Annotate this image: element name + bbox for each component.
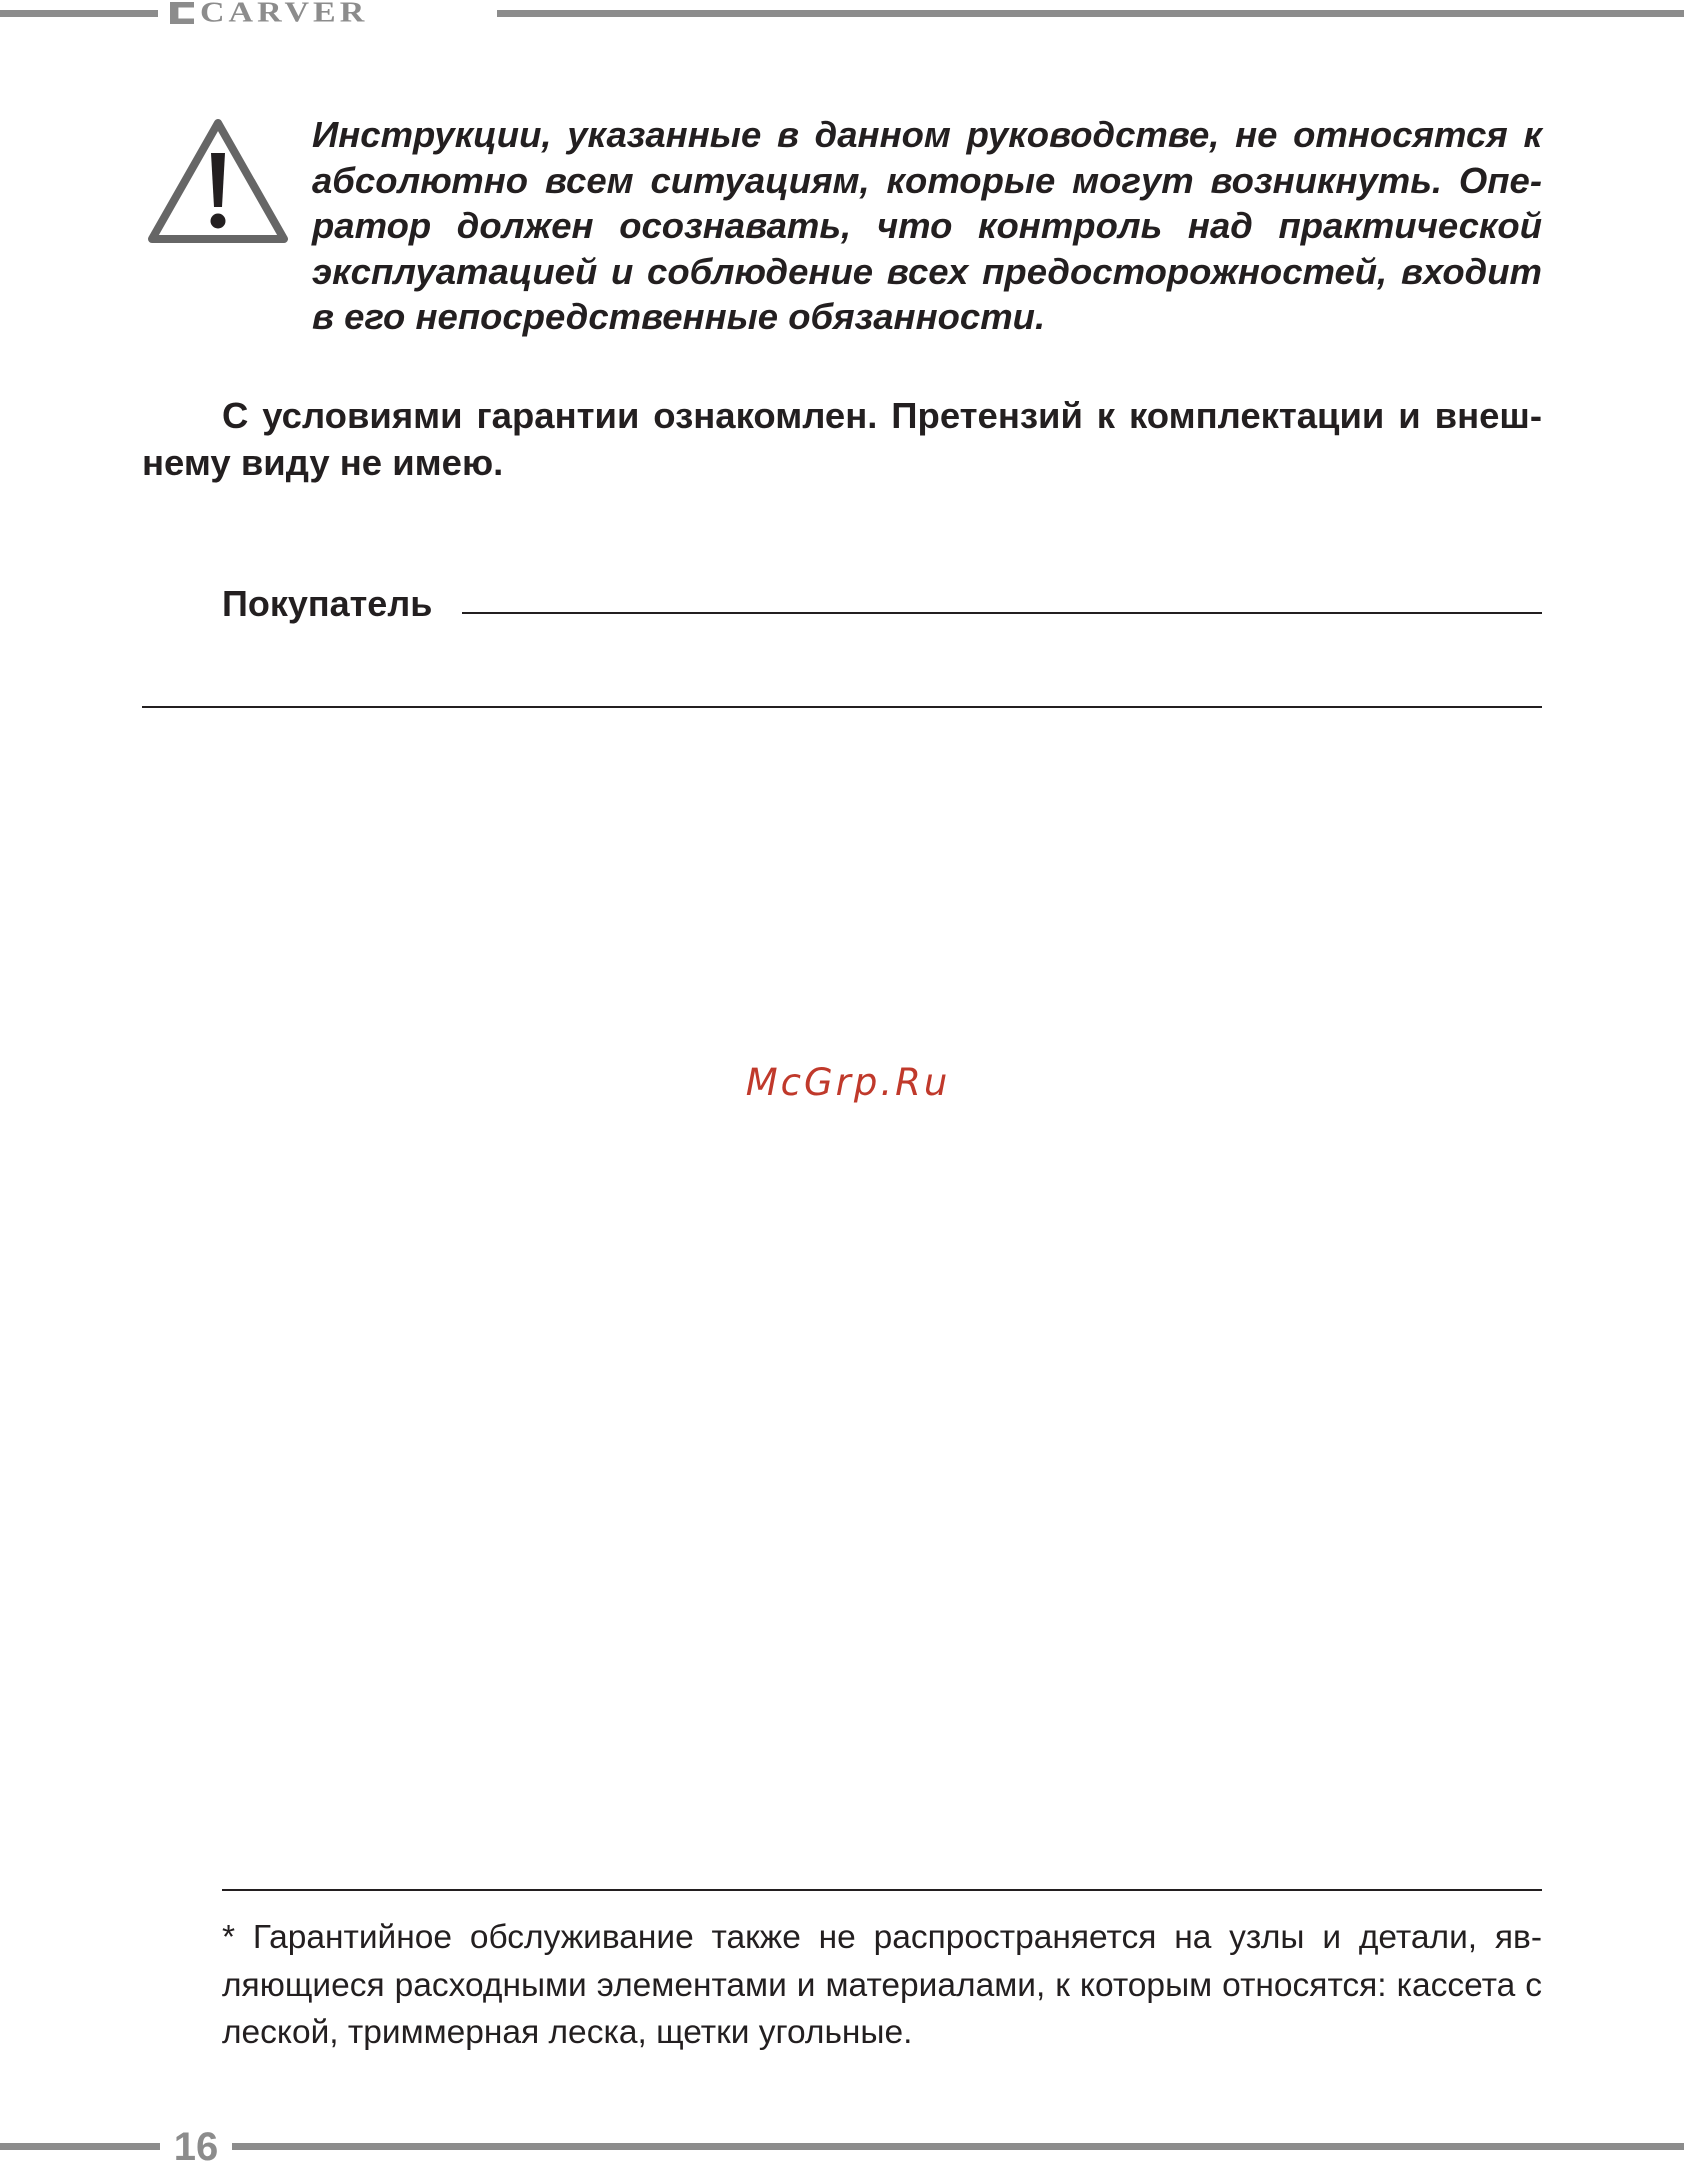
warning-triangle-icon xyxy=(146,117,290,245)
signature-continuation-line[interactable] xyxy=(142,706,1542,708)
footnote: * Гарантийное обслуживание также не распространяется на узлы и детали, являющиеся расходными элементами и материалами, к которым относятся: кассета с леской, триммерная леска, щетки угольные. xyxy=(222,1919,1542,2051)
watermark: McGrp.Ru xyxy=(745,1061,951,1104)
footer-rule-left xyxy=(0,2143,160,2150)
footnote-divider xyxy=(222,1889,1542,1891)
header-rule-left xyxy=(0,10,158,17)
carver-logo xyxy=(170,0,368,28)
warranty-acknowledgement: С условиями гарантии ознакомлен. Претензий к комплектации и внешнему виду не имею. xyxy=(142,395,1542,483)
warning-text: Инструкции, указанные в данном руководстве, не относятся к абсолютно всем ситуациям, которые могут возникнуть. Оператор должен осознавать, что контроль над практической эксплуатацией и соблюдение всех предосторожностей, входит в его непосредственные обязанности. xyxy=(312,114,1542,337)
buyer-signature-line[interactable] xyxy=(462,612,1542,614)
page-number: 16 xyxy=(173,2125,219,2169)
header-rule-right xyxy=(497,10,1684,17)
carver-logo-mark-icon xyxy=(170,2,194,24)
carver-logo-text: CARVER xyxy=(200,0,369,29)
footer-rule-right xyxy=(232,2143,1684,2150)
buyer-label: Покупатель xyxy=(222,583,433,624)
